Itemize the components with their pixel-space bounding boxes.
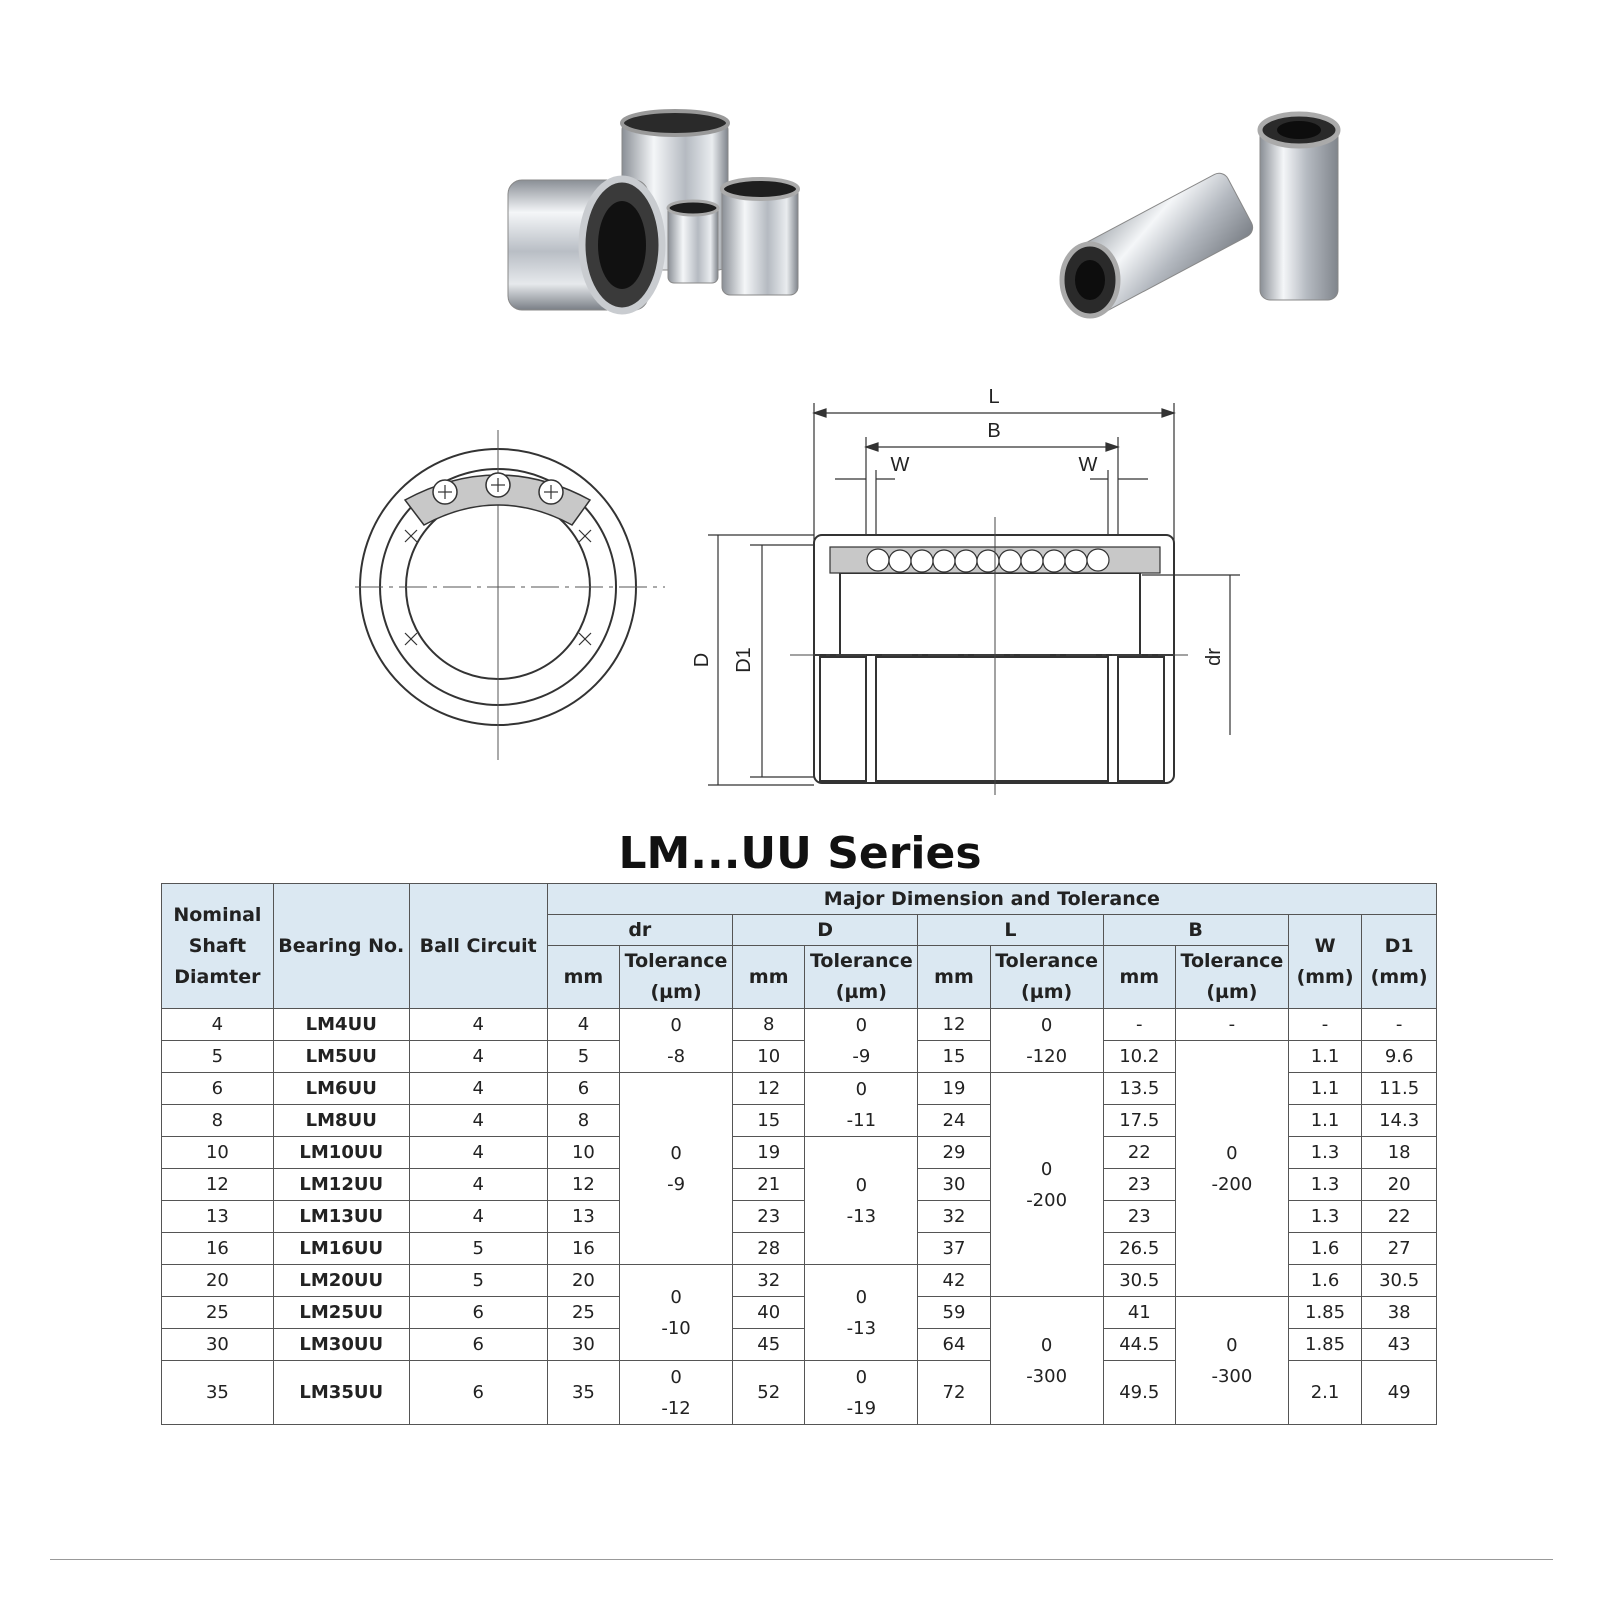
cell-L-tol: 0 -120 [990, 1009, 1103, 1073]
footer-divider [50, 1559, 1553, 1560]
cell-ball: 5 [409, 1233, 547, 1265]
cell-D1: 30.5 [1362, 1265, 1437, 1297]
cell-shaft: 30 [162, 1329, 274, 1361]
cell-dr: 35 [547, 1361, 620, 1425]
cell-D: 10 [732, 1041, 805, 1073]
cell-D-tol: 0 -19 [805, 1361, 918, 1425]
cell-L: 37 [918, 1233, 991, 1265]
cell-D-tol: 0 -13 [805, 1137, 918, 1265]
cell-D: 40 [732, 1297, 805, 1329]
side-view-drawing [690, 385, 1270, 815]
cell-W: 1.85 [1288, 1329, 1362, 1361]
end-view-drawing [350, 415, 680, 775]
cell-B-tol: - [1176, 1009, 1289, 1041]
cell-ball: 4 [409, 1137, 547, 1169]
header-D: D [732, 915, 917, 946]
cell-W: 1.6 [1288, 1265, 1362, 1297]
cell-D: 8 [732, 1009, 805, 1041]
cell-ball: 6 [409, 1329, 547, 1361]
cell-W: 2.1 [1288, 1361, 1362, 1425]
cell-W: 1.3 [1288, 1201, 1362, 1233]
cell-B-tol: 0 -200 [1176, 1041, 1289, 1297]
header-dr-tol: Tolerance (µm) [620, 946, 733, 1009]
cell-dr: 20 [547, 1265, 620, 1297]
cell-D1: - [1362, 1009, 1437, 1041]
header-L: L [918, 915, 1103, 946]
cell-shaft: 6 [162, 1073, 274, 1105]
cell-bearing-no: LM6UU [273, 1073, 409, 1105]
cell-dr: 30 [547, 1329, 620, 1361]
cell-dr: 10 [547, 1137, 620, 1169]
dim-label-L: L [988, 386, 1000, 408]
cell-W: 1.1 [1288, 1073, 1362, 1105]
header-L-mm: mm [918, 946, 991, 1009]
dim-label-W-left: W [890, 454, 910, 476]
cell-W: 1.85 [1288, 1297, 1362, 1329]
product-photo-long [1050, 105, 1350, 330]
cell-D: 15 [732, 1105, 805, 1137]
cell-bearing-no: LM8UU [273, 1105, 409, 1137]
cell-W: 1.1 [1288, 1105, 1362, 1137]
cell-B: 23 [1103, 1201, 1176, 1233]
cell-ball: 4 [409, 1073, 547, 1105]
cell-B: 13.5 [1103, 1073, 1176, 1105]
cell-dr-tol: 0 -8 [620, 1009, 733, 1073]
cell-dr: 4 [547, 1009, 620, 1041]
table-row [162, 1041, 1437, 1073]
cell-dr: 16 [547, 1233, 620, 1265]
cell-D1: 38 [1362, 1297, 1437, 1329]
cell-shaft: 35 [162, 1361, 274, 1425]
table-row [162, 1297, 1437, 1329]
cell-D: 12 [732, 1073, 805, 1105]
cell-ball: 4 [409, 1169, 547, 1201]
cell-dr: 12 [547, 1169, 620, 1201]
cell-bearing-no: LM10UU [273, 1137, 409, 1169]
cell-W: 1.3 [1288, 1169, 1362, 1201]
cell-D: 23 [732, 1201, 805, 1233]
cell-dr-tol: 0 -10 [620, 1265, 733, 1361]
cell-L: 24 [918, 1105, 991, 1137]
cell-dr-tol: 0 -9 [620, 1073, 733, 1265]
cell-L: 64 [918, 1329, 991, 1361]
cell-bearing-no: LM12UU [273, 1169, 409, 1201]
cell-ball: 4 [409, 1201, 547, 1233]
header-D1: D1 (mm) [1362, 915, 1437, 1009]
cell-D: 52 [732, 1361, 805, 1425]
cell-bearing-no: LM4UU [273, 1009, 409, 1041]
series-title: LM...UU Series [618, 828, 982, 879]
cell-D1: 20 [1362, 1169, 1437, 1201]
cell-W: - [1288, 1009, 1362, 1041]
cell-B: 23 [1103, 1169, 1176, 1201]
cell-D1: 43 [1362, 1329, 1437, 1361]
cell-B: 30.5 [1103, 1265, 1176, 1297]
table-row [162, 1009, 1437, 1041]
cell-B: 22 [1103, 1137, 1176, 1169]
cell-bearing-no: LM16UU [273, 1233, 409, 1265]
cell-ball: 4 [409, 1041, 547, 1073]
cell-D-tol: 0 -11 [805, 1073, 918, 1137]
cell-L: 19 [918, 1073, 991, 1105]
cell-B: 49.5 [1103, 1361, 1176, 1425]
header-dr-mm: mm [547, 946, 620, 1009]
cell-L: 12 [918, 1009, 991, 1041]
spec-table [161, 883, 1437, 1425]
header-bearing-no: Bearing No. [273, 884, 409, 1009]
cell-bearing-no: LM13UU [273, 1201, 409, 1233]
cell-D-tol: 0 -13 [805, 1265, 918, 1361]
cell-D: 32 [732, 1265, 805, 1297]
header-dr: dr [547, 915, 732, 946]
cell-D: 45 [732, 1329, 805, 1361]
cell-W: 1.6 [1288, 1233, 1362, 1265]
cell-L-tol: 0 -300 [990, 1297, 1103, 1425]
dim-label-D1: D1 [733, 647, 755, 673]
cell-L: 59 [918, 1297, 991, 1329]
header-ball-circuit: Ball Circuit [409, 884, 547, 1009]
dim-label-W-right: W [1078, 454, 1098, 476]
cell-bearing-no: LM20UU [273, 1265, 409, 1297]
header-B: B [1103, 915, 1288, 946]
cell-B-tol: 0 -300 [1176, 1297, 1289, 1425]
cell-B: 26.5 [1103, 1233, 1176, 1265]
cell-D: 28 [732, 1233, 805, 1265]
cell-dr: 13 [547, 1201, 620, 1233]
cell-ball: 6 [409, 1361, 547, 1425]
cell-D1: 11.5 [1362, 1073, 1437, 1105]
cell-dr: 5 [547, 1041, 620, 1073]
cell-D: 19 [732, 1137, 805, 1169]
cell-D-tol: 0 -9 [805, 1009, 918, 1073]
cell-ball: 4 [409, 1009, 547, 1041]
cell-bearing-no: LM35UU [273, 1361, 409, 1425]
cell-D1: 22 [1362, 1201, 1437, 1233]
cell-dr: 8 [547, 1105, 620, 1137]
cell-shaft: 8 [162, 1105, 274, 1137]
cell-ball: 4 [409, 1105, 547, 1137]
cell-B: 41 [1103, 1297, 1176, 1329]
header-B-tol: Tolerance (µm) [1176, 946, 1289, 1009]
cell-D: 21 [732, 1169, 805, 1201]
cell-D1: 49 [1362, 1361, 1437, 1425]
cell-L-tol: 0 -200 [990, 1073, 1103, 1297]
header-major-dimension: Major Dimension and Tolerance [547, 884, 1436, 915]
header-shaft: Nominal Shaft Diamter [162, 884, 274, 1009]
cell-L: 15 [918, 1041, 991, 1073]
cell-shaft: 12 [162, 1169, 274, 1201]
cell-dr: 6 [547, 1073, 620, 1105]
cell-shaft: 25 [162, 1297, 274, 1329]
header-B-mm: mm [1103, 946, 1176, 1009]
cell-L: 32 [918, 1201, 991, 1233]
cell-bearing-no: LM25UU [273, 1297, 409, 1329]
cell-shaft: 20 [162, 1265, 274, 1297]
cell-L: 30 [918, 1169, 991, 1201]
cell-B: - [1103, 1009, 1176, 1041]
cell-W: 1.3 [1288, 1137, 1362, 1169]
cell-ball: 5 [409, 1265, 547, 1297]
cell-L: 42 [918, 1265, 991, 1297]
cell-bearing-no: LM30UU [273, 1329, 409, 1361]
cell-D1: 14.3 [1362, 1105, 1437, 1137]
cell-bearing-no: LM5UU [273, 1041, 409, 1073]
dim-label-dr: dr [1203, 648, 1225, 666]
cell-L: 29 [918, 1137, 991, 1169]
cell-D1: 9.6 [1362, 1041, 1437, 1073]
header-D-tol: Tolerance (µm) [805, 946, 918, 1009]
dim-label-B: B [987, 420, 1001, 442]
cell-shaft: 10 [162, 1137, 274, 1169]
cell-L: 72 [918, 1361, 991, 1425]
cell-shaft: 16 [162, 1233, 274, 1265]
cell-dr: 25 [547, 1297, 620, 1329]
cell-shaft: 13 [162, 1201, 274, 1233]
header-L-tol: Tolerance (µm) [990, 946, 1103, 1009]
cell-shaft: 4 [162, 1009, 274, 1041]
cell-B: 44.5 [1103, 1329, 1176, 1361]
header-W: W (mm) [1288, 915, 1362, 1009]
cell-ball: 6 [409, 1297, 547, 1329]
cell-D1: 27 [1362, 1233, 1437, 1265]
cell-B: 10.2 [1103, 1041, 1176, 1073]
product-photo-group [500, 105, 820, 325]
cell-D1: 18 [1362, 1137, 1437, 1169]
cell-B: 17.5 [1103, 1105, 1176, 1137]
cell-dr-tol: 0 -12 [620, 1361, 733, 1425]
dim-label-D: D [691, 652, 713, 668]
cell-shaft: 5 [162, 1041, 274, 1073]
cell-W: 1.1 [1288, 1041, 1362, 1073]
header-D-mm: mm [732, 946, 805, 1009]
